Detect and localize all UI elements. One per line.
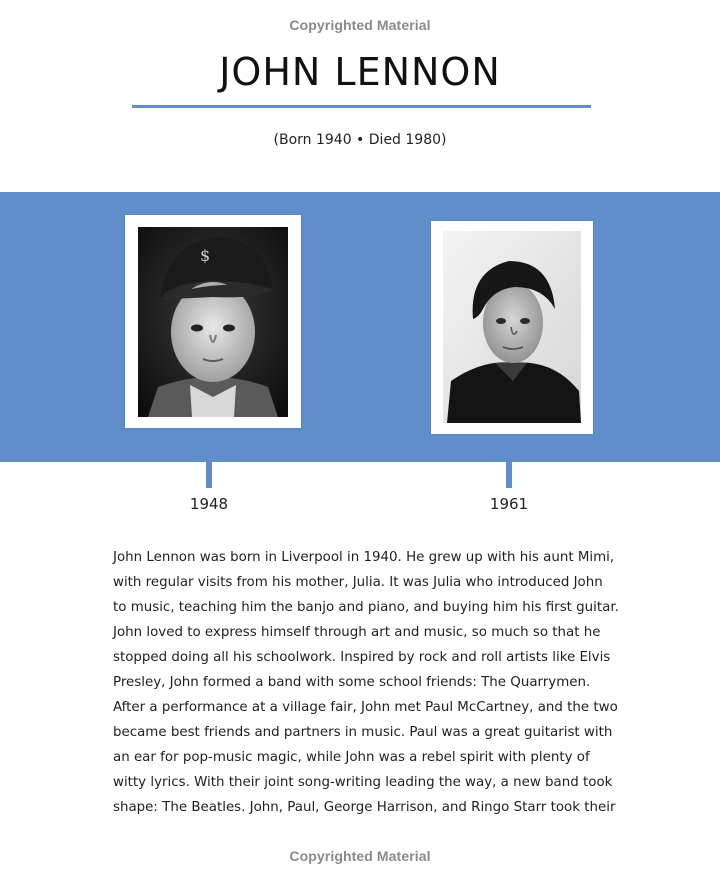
photo-frame-1961 <box>431 221 593 434</box>
biography-line: Presley, John formed a band with some school friends: The Quarrymen. <box>113 675 591 690</box>
biography-line: After a performance at a village fair, John met Paul McCartney, and the two <box>113 700 618 715</box>
svg-text:$: $ <box>200 246 211 265</box>
biography-line: to music, teaching him the banjo and piano, and buying him his first guitar. <box>113 600 619 615</box>
timeline-tick-1948 <box>206 462 212 488</box>
title-divider <box>132 105 591 108</box>
photo-year-1948: 1948 <box>189 495 229 513</box>
page-title: JOHN LENNON <box>219 50 501 94</box>
timeline-tick-1961 <box>506 462 512 488</box>
biography-line: with regular visits from his mother, Julia. It was Julia who introduced John <box>113 575 603 590</box>
young-man-photo <box>443 231 581 423</box>
biography-line: an ear for pop-music magic, while John was a rebel spirit with plenty of <box>113 750 590 765</box>
photo-band <box>0 192 720 462</box>
biography-line: became best friends and partners in music. Paul was a great guitarist with <box>113 725 613 740</box>
biography-line: witty lyrics. With their joint song-writing leading the way, a new band took <box>113 775 613 790</box>
copyright-notice-top: Copyrighted Material <box>289 17 431 33</box>
photo-year-1961: 1961 <box>489 495 529 513</box>
life-dates: (Born 1940 • Died 1980) <box>273 132 447 148</box>
biography-text <box>113 545 633 820</box>
biography-line: John loved to express himself through art and music, so much so that he <box>113 625 601 640</box>
boy-with-cap-photo <box>138 227 288 417</box>
biography-line: stopped doing all his schoolwork. Inspired by rock and roll artists like Elvis <box>113 650 611 665</box>
copyright-notice-bottom: Copyrighted Material <box>289 848 431 864</box>
biography-line: John Lennon was born in Liverpool in 1940. He grew up with his aunt Mimi, <box>113 550 615 565</box>
biography-line: shape: The Beatles. John, Paul, George Harrison, and Ringo Starr took their <box>113 800 616 815</box>
photo-frame-1948 <box>125 215 301 428</box>
